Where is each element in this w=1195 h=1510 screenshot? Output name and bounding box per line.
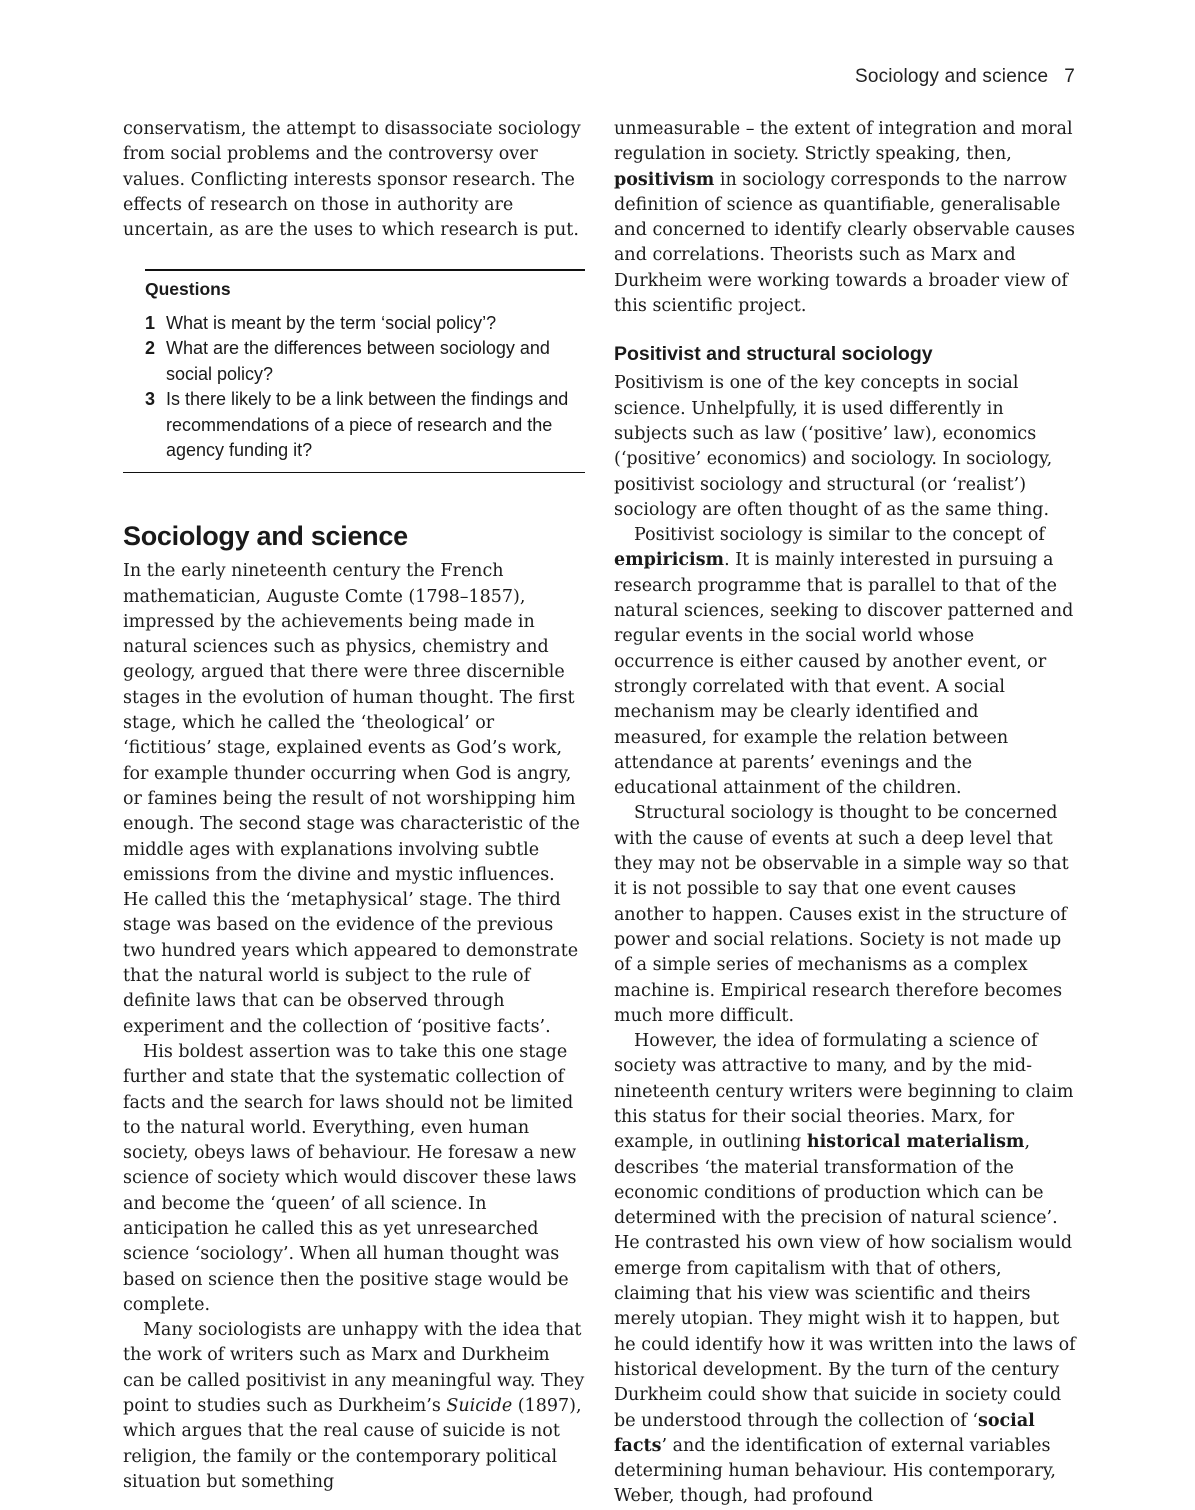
body-paragraph: Positivism is one of the key concepts in social science. Unhelpfully, it is used differently in subjects such as law (‘positive’ law), economics (‘positive’ economics) and sociology. In sociology, positivist sociology and structural (or ‘realist’) sociology are often thought of as the same thing. (614, 373, 1053, 520)
key-term: empiricism (614, 550, 725, 571)
question-item (145, 311, 585, 337)
text-run: Many sociologists are unhappy with the idea that the work of writers such as Marx and Durkheim can be called positivist in any meaningful way. They point to studies such as Durkheim’s (123, 1320, 585, 1417)
body-paragraph: In the early nineteenth century the French mathematician, Auguste Comte (1798–1857), impressed by the achievements being made in natural sciences such as physics, chemistry and geology, argued that there were three discernible stages in the evolution of human thought. The first stage, which he called the ‘theological’ or ‘fictitious’ stage, explained events as God’s work, for example thunder occurring when God is angry, or famines being the result of not worshipping him enough. The second stage was characteristic of the middle ages with explanations involving subtle emissions from the divine and mystic influences. He called this the ‘metaphysical’ stage. The third stage was based on the evidence of the previous two hundred years which appeared to demonstrate that the natural world is subject to the rule of definite laws that can be observed through experiment and the collection of ‘positive facts’. (123, 561, 580, 1037)
question-item (145, 336, 585, 387)
intro-paragraph: conservatism, the attempt to disassociate sociology from social problems and the controversy over values. Conflicting interests sponsor research. The effects of research on those in authority are uncertain, as are the uses to which research is put. (123, 119, 581, 241)
key-term: historical materialism (806, 1132, 1025, 1153)
key-term: social facts (614, 1410, 1035, 1456)
text-run: . It is mainly interested in pursuing a research programme that is parallel to that of the natural sciences, seeking to discover patterned and regular events in the social world whose occurrence is either caused by another event, or strongly correlated with that event. A social mechanism may be clearly identified and measured, for example the relation between attendance at parents’ evenings and the educational attainment of the children. (614, 550, 1074, 799)
questions-top-rule (145, 269, 585, 271)
text-run: However, the idea of formulating a science of society was attractive to many, and by the mid-nineteenth century writers were beginning to claim this status for their social theories. Marx, for example, in outlining (614, 1031, 1074, 1153)
sub-heading: Positivist and structural sociology (614, 343, 933, 366)
text-run: (1897), which argues that the real cause of suicide is not religion, the family or the contemporary political situation but something (123, 1396, 582, 1492)
questions-list (123, 311, 585, 464)
body-paragraph (614, 523, 1076, 801)
text-run: ’ and the identification of external variables determining human behaviour. His contemporary, Weber, though, had profound (614, 1435, 1056, 1507)
questions-bottom-rule (123, 472, 585, 474)
question-number: 2 (145, 338, 156, 359)
question-item (145, 387, 585, 464)
text-run: in sociology corresponds to the narrow definition of science as quantifiable, generalisable and concerned to identify clearly observable causes and correlations. Theorists such as Marx and Durkheim were working towards a broader view of this scientific project. (614, 169, 1076, 317)
running-header (855, 66, 1075, 88)
section-heading: Sociology and science (123, 521, 408, 552)
questions-box (123, 269, 585, 473)
body-paragraph (614, 117, 1076, 319)
body-paragraph: His boldest assertion was to take this one stage further and state that the systematic collection of facts and the search for laws should not be limited to the natural world. Everything, even human society, obeys laws of behaviour. He foresaw a new science of society which would discover these laws and become the ‘queen’ of all science. In anticipation he called this as yet unresearched science ‘sociology’. When all human thought was based on science then the positive stage would be complete. (123, 1041, 577, 1315)
running-title: Sociology and science (854, 66, 1049, 87)
text-run: Positivist sociology is similar to the concept of (634, 525, 1045, 546)
questions-title: Questions (145, 279, 231, 300)
body-paragraph (614, 1029, 1076, 1510)
book-title: Suicide (446, 1396, 513, 1417)
right-column (614, 117, 1076, 1510)
question-text: What are the differences between sociology and social policy? (166, 338, 550, 384)
key-term: positivism (614, 169, 715, 190)
left-column (123, 117, 585, 1495)
question-number: 3 (145, 389, 156, 410)
question-text: What is meant by the term ‘social policy’? (166, 312, 497, 333)
question-number: 1 (145, 312, 156, 333)
question-text: Is there likely to be a link between the findings and recommendations of a piece of research and the agency funding it? (166, 389, 569, 461)
body-paragraph: Structural sociology is thought to be concerned with the cause of events at such a deep level that they may not be observable in a simple way so that it is not possible to say that one event causes another to happen. Causes exist in the structure of power and social relations. Society is not made up of a simple series of mechanisms as a complex machine is. Empirical research therefore becomes much more difficult. (614, 803, 1069, 1026)
text-run: , describes ‘the material transformation of the economic conditions of production which can be determined with the precision of natural science’. He contrasted his own view of how socialism would emerge from capitalism with that of others, claiming that his view was scientific and theirs merely utopian. They might wish it to happen, but he could identify how it was written into the laws of historical development. By the turn of the century Durkheim could show that suicide in society could be understood through the collection of ‘ (614, 1132, 1076, 1431)
text-run: unmeasurable – the extent of integration and moral regulation in society. Strictly speaking, then, (614, 119, 1073, 165)
page-number: 7 (1064, 66, 1075, 87)
body-paragraph (123, 1318, 585, 1495)
